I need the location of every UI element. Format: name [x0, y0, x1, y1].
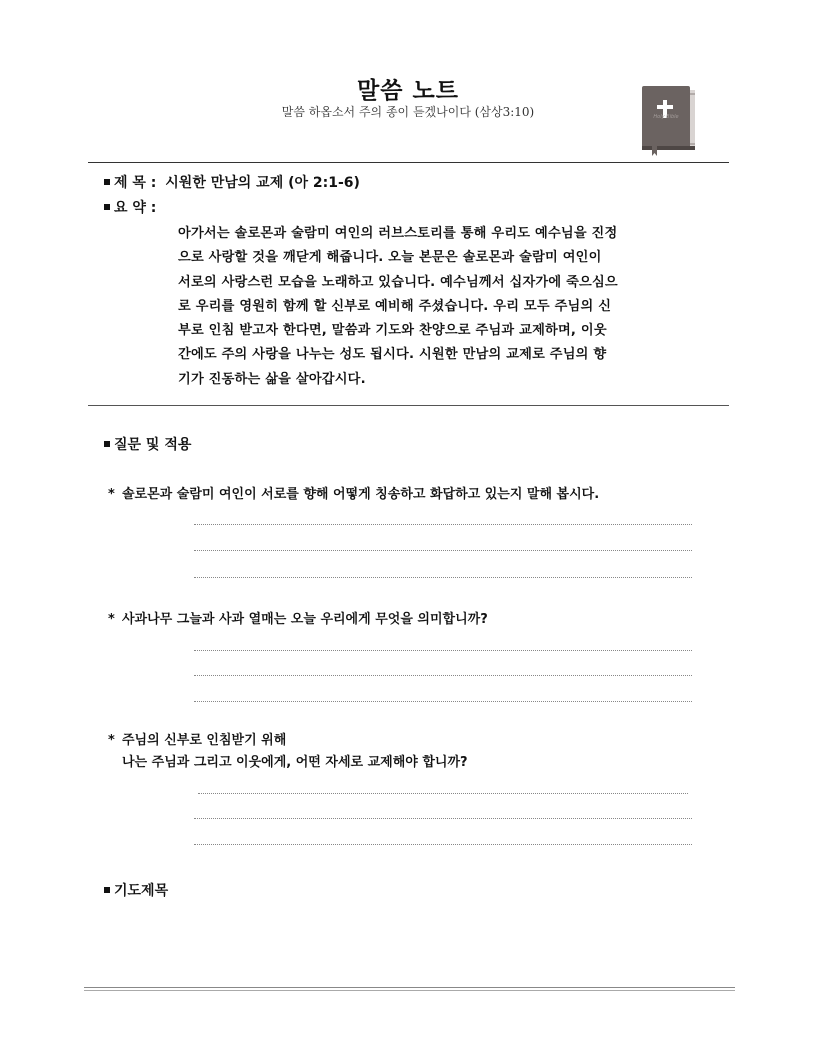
summary-line: 부로 인침 받고자 한다면, 말씀과 기도와 찬양으로 주님과 교제하며, 이웃 [178, 323, 607, 339]
summary-label: 요 약 : [114, 200, 157, 216]
answer-line[interactable] [194, 675, 692, 676]
answer-line[interactable] [198, 793, 688, 794]
page-subtitle: 말씀 하옵소서 주의 종이 듣겠나이다 (삼상3:10) [281, 105, 535, 119]
asterisk-icon: * [108, 612, 115, 627]
prayer-heading-text: 기도제목 [114, 883, 169, 899]
answer-line[interactable] [194, 701, 692, 702]
sermon-summary [178, 222, 692, 392]
question-text: 주님의 신부로 인침받기 위해 [122, 733, 287, 748]
answer-line[interactable] [194, 524, 692, 525]
answer-line[interactable] [194, 650, 692, 651]
title-label: 제 목 : [114, 175, 157, 191]
question-text: 나는 주님과 그리고 이웃에게, 어떤 자세로 교제해야 합니까? [122, 755, 468, 770]
question-text: 솔로몬과 술람미 여인이 서로를 향해 어떻게 칭송하고 화답하고 있는지 말해 봅시다. [122, 487, 600, 502]
square-bullet-icon [104, 204, 110, 210]
question-item [108, 484, 718, 506]
answer-line[interactable] [194, 818, 692, 819]
answer-line[interactable] [194, 550, 692, 551]
question-text: 사과나무 그늘과 사과 열매는 오늘 우리에게 무엇을 의미합니까? [122, 612, 488, 627]
prayer-heading [104, 880, 168, 900]
question-item [108, 730, 718, 774]
page-title: 말씀 노트 [357, 78, 459, 104]
bible-icon [640, 82, 698, 156]
summary-line: 으로 사랑할 것을 깨닫게 해줍니다. 오늘 본문은 솔로몬과 술람미 여인이 [178, 250, 602, 266]
asterisk-icon: * [108, 487, 115, 502]
summary-line: 간에도 주의 사랑을 나누는 성도 됩시다. 시원한 만남의 교제로 주님의 향 [178, 347, 607, 363]
questions-heading [104, 434, 191, 454]
header-divider [88, 162, 729, 163]
asterisk-icon: * [108, 733, 115, 748]
summary-label-row [104, 197, 156, 217]
sermon-title: 시원한 만남의 교제 (아 2:1-6) [165, 175, 360, 191]
square-bullet-icon [104, 887, 110, 893]
summary-line: 아가서는 솔로몬과 술람미 여인의 러브스토리를 통해 우리도 예수님을 진정 [178, 226, 618, 241]
questions-heading-text: 질문 및 적용 [114, 437, 192, 453]
answer-line[interactable] [194, 844, 692, 845]
square-bullet-icon [104, 441, 110, 447]
svg-text:Holy Bible: Holy Bible [653, 114, 679, 120]
summary-line: 로 우리를 영원히 함께 할 신부로 예비해 주셨습니다. 우리 모두 주님의 신 [178, 298, 612, 314]
answer-line[interactable] [194, 577, 692, 578]
square-bullet-icon [104, 179, 110, 185]
question-item [108, 609, 718, 631]
footer-divider [84, 987, 735, 991]
summary-line: 서로의 사랑스런 모습을 노래하고 있습니다. 예수님께서 십자가에 죽으심으 [178, 274, 618, 290]
summary-line: 기가 진동하는 삶을 살아갑시다. [178, 371, 366, 387]
sermon-title-row [104, 172, 360, 192]
summary-divider [88, 405, 729, 406]
